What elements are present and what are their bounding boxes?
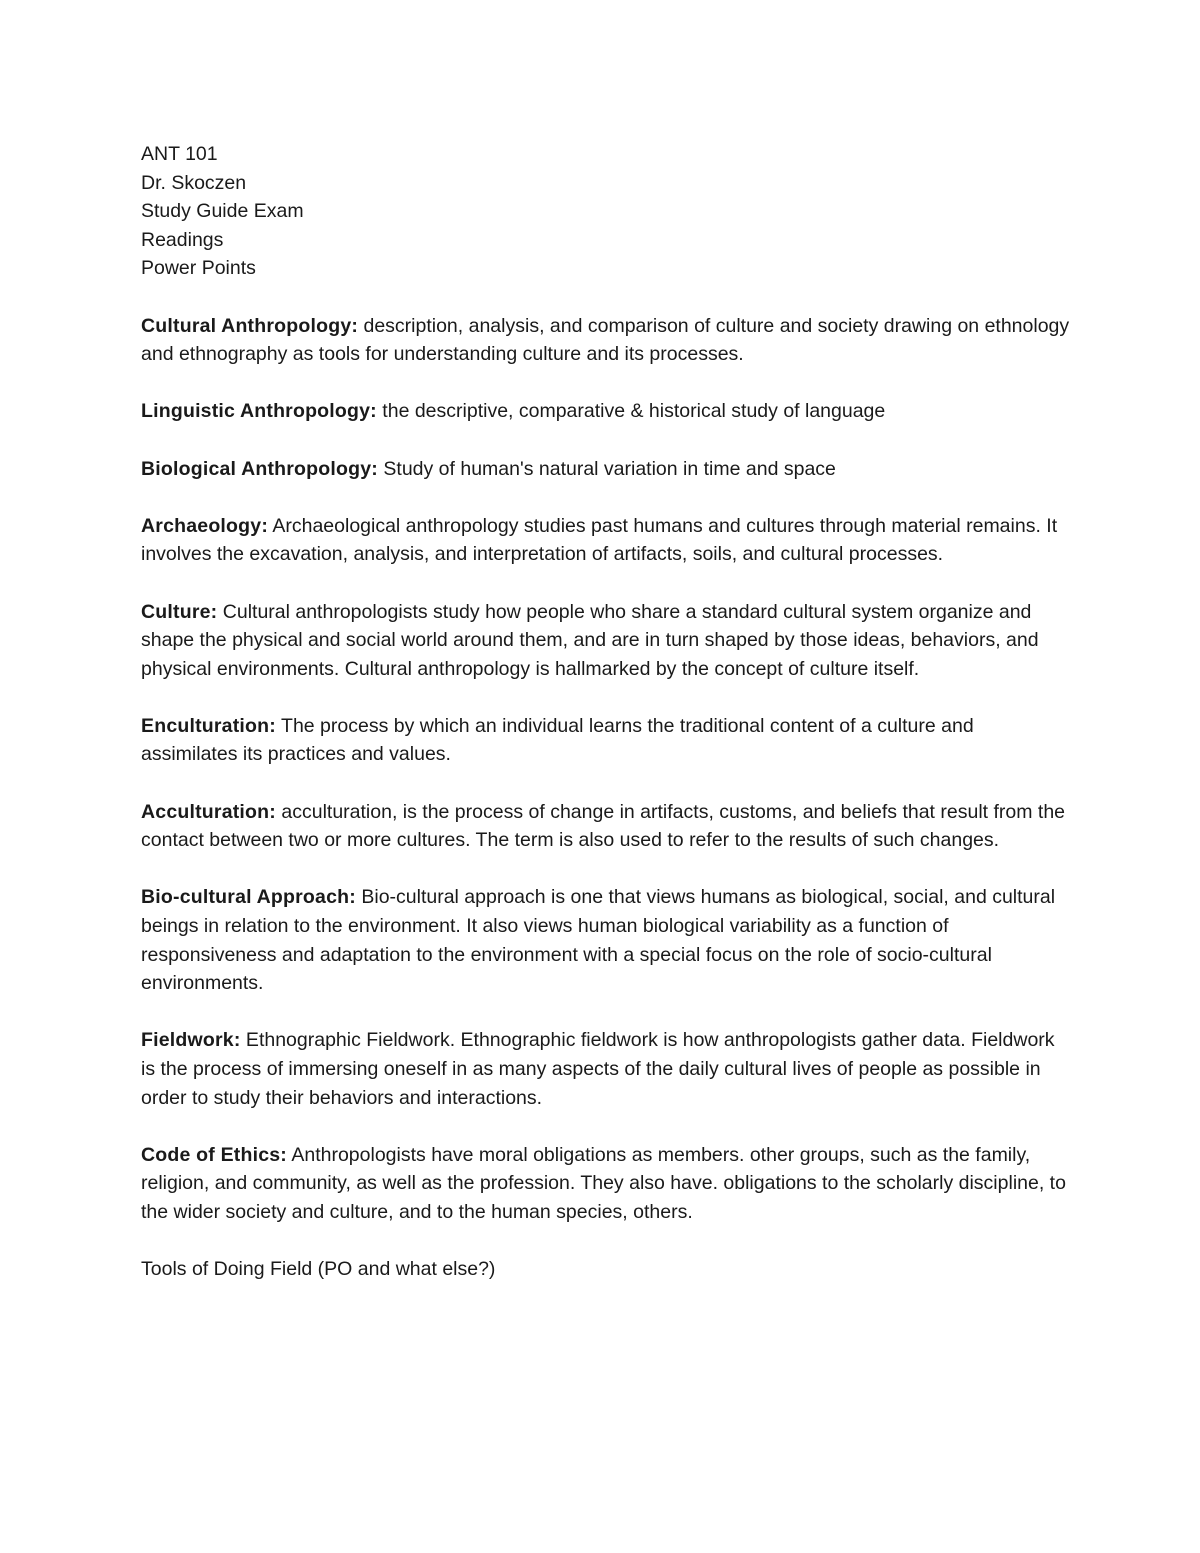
term-label: Enculturation: — [141, 714, 276, 737]
term-definition: Bio-cultural approach is one that views humans as biological, social, and cultural beings in relation to the environment. It also views human biological variability as a function of responsiveness and adaptation to the environment with a special focus on the role of socio-cultural environments. — [141, 886, 1056, 995]
term-definition: acculturation, is the process of change in artifacts, customs, and beliefs that result from the contact between two or more cultures. The term is also used to refer to the results of such changes. — [141, 800, 1066, 852]
term-label: Fieldwork: — [141, 1029, 241, 1052]
course-code: ANT 101 — [141, 143, 218, 165]
glossary-entry-cultural-anthropology — [141, 312, 1071, 369]
instructor-name: Dr. Skoczen — [141, 171, 247, 194]
term-definition: Anthropologists have moral obligations as members. other groups, such as the family, religion, and community, as well as the profession. They also have. obligations to the scholarly discipline, to the wider society and culture, and to the human species, others. — [141, 1143, 1066, 1223]
term-definition: Ethnographic Fieldwork. Ethnographic fieldwork is how anthropologists gather data. Fieldwork is the process of immersing oneself in as many aspects of the daily cultural lives of people as possible in order to study their behaviors and interactions. — [141, 1029, 1055, 1109]
glossary-entry-enculturation — [141, 712, 1071, 769]
glossary-entry-culture — [141, 598, 1071, 684]
term-label: Acculturation: — [141, 800, 276, 823]
term-label: Bio-cultural Approach: — [141, 886, 356, 909]
glossary-entry-code-of-ethics — [141, 1141, 1071, 1227]
term-label: Biological Anthropology: — [141, 457, 378, 480]
document-header — [141, 140, 1071, 283]
term-definition: The process by which an individual learns the traditional content of a culture and assimilates its practices and values. — [141, 714, 974, 766]
document-title: Study Guide Exam — [141, 200, 304, 223]
term-label: Linguistic Anthropology: — [141, 400, 377, 423]
term-definition: Cultural anthropologists study how people who share a standard cultural system organize and shape the physical and social world around them, and are in turn shaped by those ideas, behaviors, and physical environments. Cultural anthropology is hallmarked by the concept of culture itself. — [141, 600, 1039, 680]
term-label: Culture: — [141, 600, 218, 623]
power-points-line: Power Points — [141, 257, 256, 280]
term-definition: Study of human's natural variation in time and space — [377, 457, 836, 480]
term-definition: Archaeological anthropology studies past humans and cultures through material remains. It involves the excavation, analysis, and interpretation of artifacts, soils, and cultural processes. — [141, 514, 1058, 566]
glossary-entry-fieldwork — [141, 1026, 1071, 1112]
glossary-entry-acculturation — [141, 798, 1071, 855]
document-page — [141, 140, 1071, 1284]
term-label: Archaeology: — [141, 514, 269, 537]
term-label: Code of Ethics: — [141, 1143, 288, 1166]
glossary-entry-linguistic-anthropology — [141, 397, 1071, 426]
term-definition: description, analysis, and comparison of culture and society drawing on ethnology and ethnography as tools for understanding culture and its processes. — [141, 314, 1070, 366]
glossary-entry-bio-cultural-approach — [141, 883, 1071, 997]
readings-line: Readings — [141, 228, 224, 251]
term-label: Cultural Anthropology: — [141, 314, 359, 337]
term-definition: the descriptive, comparative & historical study of language — [376, 400, 886, 423]
glossary-entry-biological-anthropology — [141, 455, 1071, 484]
tools-of-doing-field-line: Tools of Doing Field (PO and what else?) — [141, 1258, 496, 1281]
glossary-entry-archaeology — [141, 512, 1071, 569]
